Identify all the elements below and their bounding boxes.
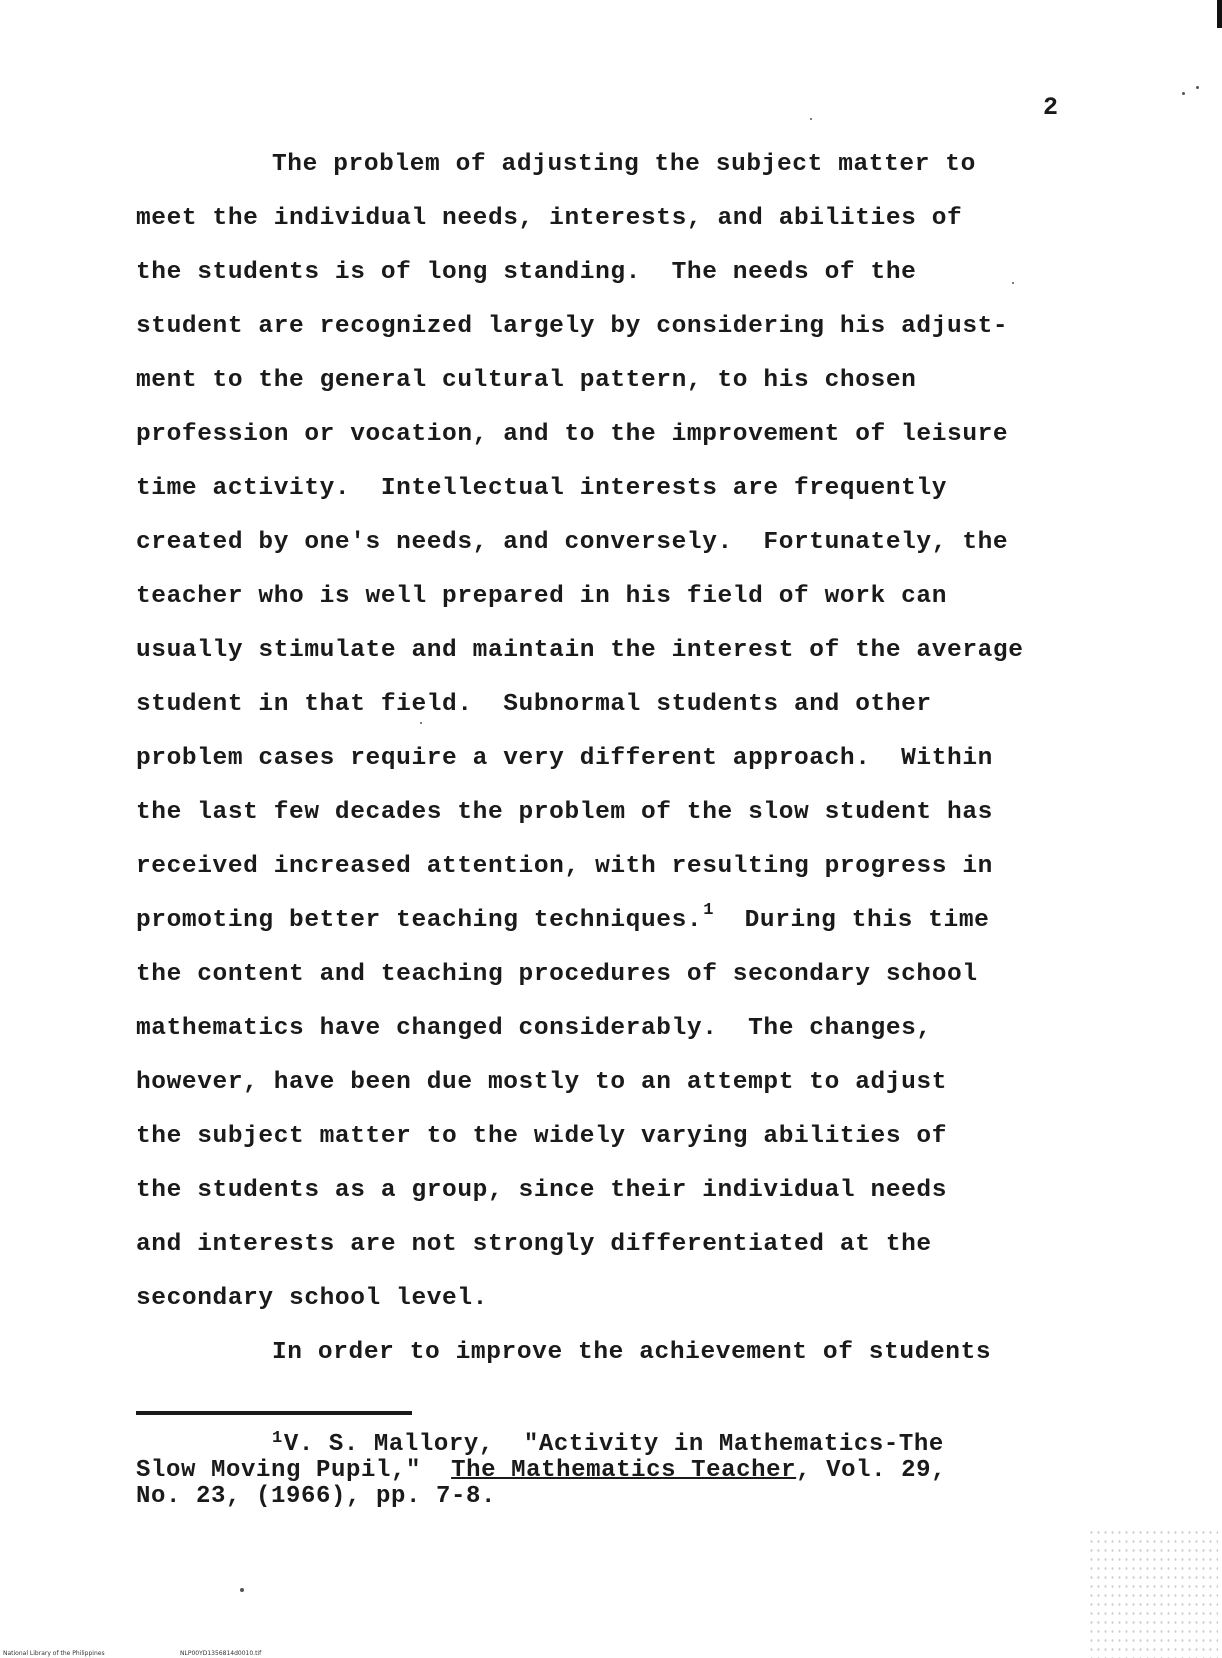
- text-line: usually stimulate and maintain the interest of the average: [136, 637, 1024, 664]
- footnote-line: No. 23, (1966), pp. 7-8.: [136, 1483, 497, 1510]
- footnote: [136, 1429, 1136, 1510]
- scan-edge-mark: [1217, 0, 1222, 28]
- journal-title: The Mathematics Teacher: [451, 1457, 797, 1484]
- scan-library-label: National Library of the Philippines: [3, 1650, 105, 1657]
- text-line: ment to the general cultural pattern, to his chosen: [136, 367, 917, 394]
- footnote-line: [136, 1429, 1136, 1458]
- page-number: 2: [1043, 93, 1059, 122]
- footnote-divider: [136, 1411, 412, 1415]
- footnote-text: , Vol. 29,: [796, 1457, 947, 1484]
- scan-speck: [420, 722, 422, 724]
- text-line: the students as a group, since their individual needs: [136, 1177, 948, 1204]
- text-line: teacher who is well prepared in his field of work can: [136, 583, 948, 610]
- scan-speck: [1182, 92, 1185, 95]
- text-line: the content and teaching procedures of secondary school: [136, 961, 978, 988]
- footnote-line: [136, 1458, 1136, 1484]
- text-line: meet the individual needs, interests, and abilities of: [136, 205, 963, 232]
- scan-speck: [1012, 282, 1014, 284]
- text-line: In order to improve the achievement of students: [272, 1339, 992, 1366]
- footnote-reference: 1: [703, 900, 715, 920]
- text-line: profession or vocation, and to the improvement of leisure: [136, 421, 1009, 448]
- scan-speck: [1196, 86, 1199, 89]
- text-line: received increased attention, with resulting progress in: [136, 853, 993, 880]
- text-line: however, have been due mostly to an attempt to adjust: [136, 1069, 948, 1096]
- footnote-text: Slow Moving Pupil,": [136, 1457, 452, 1484]
- text-segment: promoting better teaching techniques.: [136, 907, 703, 934]
- scan-speck: [810, 118, 812, 120]
- scan-file-label: NLP00YD1356814d0010.tif: [180, 1650, 262, 1657]
- text-line: the last few decades the problem of the slow student has: [136, 799, 993, 826]
- text-line: the subject matter to the widely varying abilities of: [136, 1123, 948, 1150]
- text-line-with-footnote-ref: [136, 894, 1136, 948]
- scan-speck: [240, 1588, 244, 1592]
- text-line: and interests are not strongly differentiated at the: [136, 1231, 932, 1258]
- footnote-text: V. S. Mallory, "Activity in Mathematics-The: [283, 1431, 944, 1458]
- text-line: student are recognized largely by considering his adjust-: [136, 313, 1009, 340]
- footnote-mark: 1: [272, 1429, 283, 1448]
- text-line: The problem of adjusting the subject matter to: [272, 151, 976, 178]
- scan-noise: [1088, 1528, 1218, 1658]
- text-line: problem cases require a very different approach. Within: [136, 745, 993, 772]
- text-line: mathematics have changed considerably. The changes,: [136, 1015, 932, 1042]
- text-line: secondary school level.: [136, 1285, 488, 1312]
- text-segment: During this time: [714, 907, 990, 934]
- text-line: created by one's needs, and conversely. Fortunately, the: [136, 529, 1009, 556]
- text-line: student in that field. Subnormal students and other: [136, 691, 932, 718]
- text-line: the students is of long standing. The needs of the: [136, 259, 917, 286]
- text-line: time activity. Intellectual interests are frequently: [136, 475, 948, 502]
- body-text: [136, 138, 1136, 1380]
